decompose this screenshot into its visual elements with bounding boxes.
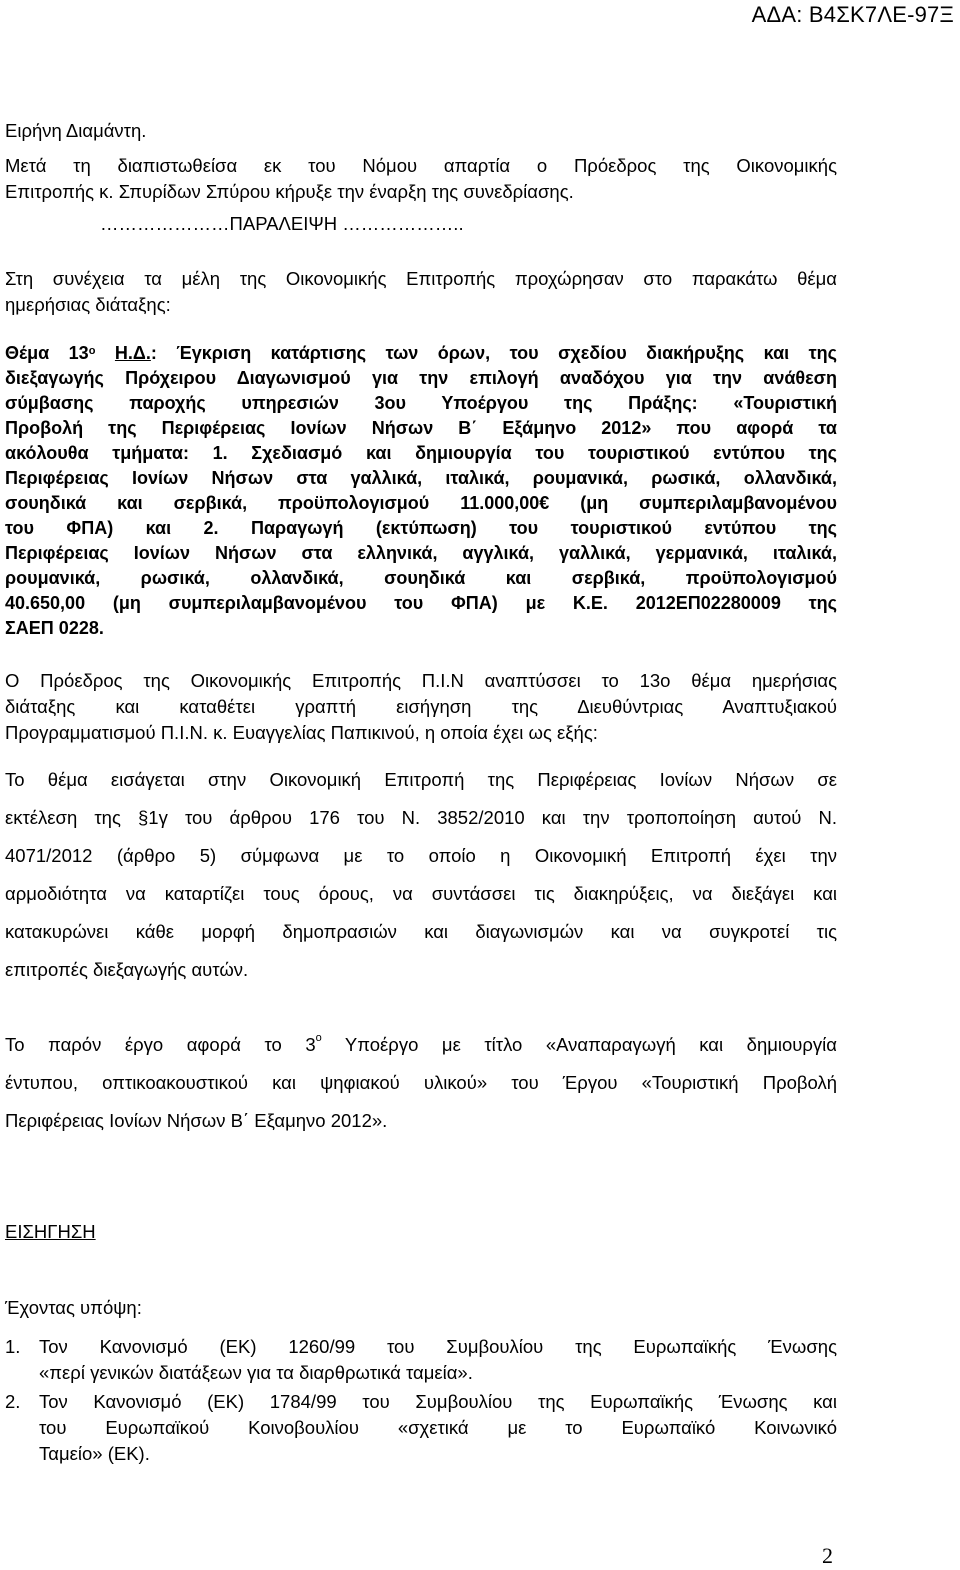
president-paragraph: [5, 668, 837, 746]
topic-line: του ΦΠΑ) και 2. Παραγωγή (εκτύπωση) του τουριστικού εντύπου της: [5, 518, 837, 538]
topic-line: Προβολή της Περιφέρειας Ιονίων Νήσων Β΄ Εξάμηνο 2012» που αφορά τα: [5, 418, 837, 438]
topic-line: Περιφέρειας Ιονίων Νήσων στα ελληνικά, αγγλικά, γαλλικά, γερμανικά, ιταλικά,: [5, 543, 837, 563]
list-line: Ταμείο» (ΕΚ).: [39, 1443, 150, 1464]
topic-line: Περιφέρειας Ιονίων Νήσων στα γαλλικά, ιταλικά, ρουμανικά, ρωσικά, ολλανδικά,: [5, 468, 837, 488]
agenda-line: ημερήσιας διάταξης:: [5, 294, 171, 315]
attendee-name: Ειρήνη Διαμάντη.: [5, 120, 147, 141]
topic-line: ακόλουθα τμήματα: 1. Σχεδιασμό και δημιουργία του τουριστικού εντύπου της: [5, 443, 837, 463]
topic-line: 40.650,00 (μη συμπεριλαμβανομένου του ΦΠΑ) με Κ.Ε. 2012ΕΠ02280009 της: [5, 593, 837, 613]
topic-number: Θέμα 13: [5, 343, 89, 363]
topic-paragraph: [5, 341, 837, 641]
topic-title: : Έγκριση κατάρτισης των όρων, του σχεδίου διακήρυξης και της: [150, 343, 837, 363]
president-line: Προγραμματισμού Π.Ι.Ν. κ. Ευαγγελίας Παπικινού, η οποία έχει ως εξής:: [5, 722, 598, 743]
list-line: «περί γενικών διατάξεων για τα διαρθρωτικά ταμεία».: [39, 1362, 473, 1383]
page-number: 2: [822, 1543, 833, 1568]
topic-line: [5, 341, 837, 366]
opening-paragraph: [5, 153, 837, 205]
having-regard: Έχοντας υπόψη:: [5, 1297, 142, 1318]
section-heading: ΕΙΣΗΓΗΣΗ: [5, 1221, 96, 1242]
project-text: Υποέργο με τίτλο «Αναπαραγωγή και δημιουργία: [321, 1034, 837, 1055]
intro-line: αρμοδιότητα να καταρτίζει τους όρους, να συντάσσει τις διακηρύξεις, να διεξάγει και: [5, 883, 837, 904]
project-superscript: ο: [315, 1032, 322, 1044]
agenda-line: Στη συνέχεια τα μέλη της Οικονομικής Επιτροπής προχώρησαν στο παρακάτω θέμα: [5, 268, 837, 289]
intro-line: κατακυρώνει κάθε μορφή δημοπρασιών και διαγωνισμών και να συγκροτεί τις: [5, 921, 837, 942]
topic-line: διεξαγωγής Πρόχειρου Διαγωνισμού για την επιλογή αναδόχου για την ανάθεση: [5, 368, 837, 388]
list-item: [5, 1334, 837, 1386]
ada-code: ΑΔΑ: Β4ΣΚ7ΛΕ-97Ξ: [751, 2, 954, 27]
intro-line: επιτροπές διεξαγωγής αυτών.: [5, 959, 249, 980]
list-line: Τον Κανονισμό (ΕΚ) 1784/99 του Συμβουλίου της Ευρωπαϊκής Ένωσης και: [39, 1391, 837, 1412]
agenda-intro: [5, 266, 837, 318]
topic-line: σουηδικά και σερβικά, προϋπολογισμού 11.000,00€ (μη συμπεριλαμβανομένου: [5, 493, 837, 513]
project-line: έντυπου, οπτικοακουστικού και ψηφιακού υλικού» του Έργου «Τουριστική Προβολή: [5, 1072, 837, 1093]
project-text: Το παρόν έργο αφορά το 3: [5, 1034, 316, 1055]
topic-superscript: ο: [88, 345, 96, 357]
list-number: 2.: [5, 1391, 21, 1412]
president-line: Ο Πρόεδρος της Οικονομικής Επιτροπής Π.Ι.Ν αναπτύσσει το 13ο θέμα ημερήσιας: [5, 670, 837, 691]
list-number: 1.: [5, 1336, 21, 1357]
opening-line: Μετά τη διαπιστωθείσα εκ του Νόμου απαρτία ο Πρόεδρος της Οικονομικής: [5, 155, 837, 176]
list-item: [5, 1389, 837, 1467]
list-line: του Ευρωπαϊκού Κοινοβουλίου «σχετικά με το Ευρωπαϊκό Κοινωνικό: [39, 1417, 837, 1438]
opening-line: Επιτροπής κ. Σπυρίδων Σπύρου κήρυξε την έναρξη της συνεδρίασης.: [5, 181, 574, 202]
topic-line: ρουμανικά, ρωσικά, ολλανδικά, σουηδικά και σερβικά, προϋπολογισμού: [5, 568, 837, 588]
president-line: διάταξης και καταθέτει γραπτή εισήγηση της Διευθύντριας Αναπτυξιακού: [5, 696, 837, 717]
intro-line: εκτέλεση της §1γ του άρθρου 176 του Ν. 3852/2010 και την τροποποίηση αυτού Ν.: [5, 807, 837, 828]
intro-line: Το θέμα εισάγεται στην Οικονομική Επιτροπή της Περιφέρειας Ιονίων Νήσων σε: [5, 769, 837, 790]
project-line: Περιφέρειας Ιονίων Νήσων Β΄ Εξαμηνο 2012».: [5, 1110, 388, 1131]
project-line: [5, 1034, 837, 1056]
topic-line: σύμβασης παροχής υπηρεσιών 3ου Υποέργου της Πράξης: «Τουριστική: [5, 393, 837, 413]
topic-hd: Η.Δ.: [114, 343, 151, 363]
list-line: Τον Κανονισμό (ΕΚ) 1260/99 του Συμβουλίου της Ευρωπαϊκής Ένωσης: [39, 1336, 837, 1357]
intro-line: 4071/2012 (άρθρο 5) σύμφωνα με το οποίο η Οικονομική Επιτροπή έχει την: [5, 845, 837, 866]
omission-marker: …………………ΠΑΡΑΛΕΙΨΗ ………………..: [100, 213, 464, 234]
topic-line: ΣΑΕΠ 0228.: [5, 618, 104, 638]
